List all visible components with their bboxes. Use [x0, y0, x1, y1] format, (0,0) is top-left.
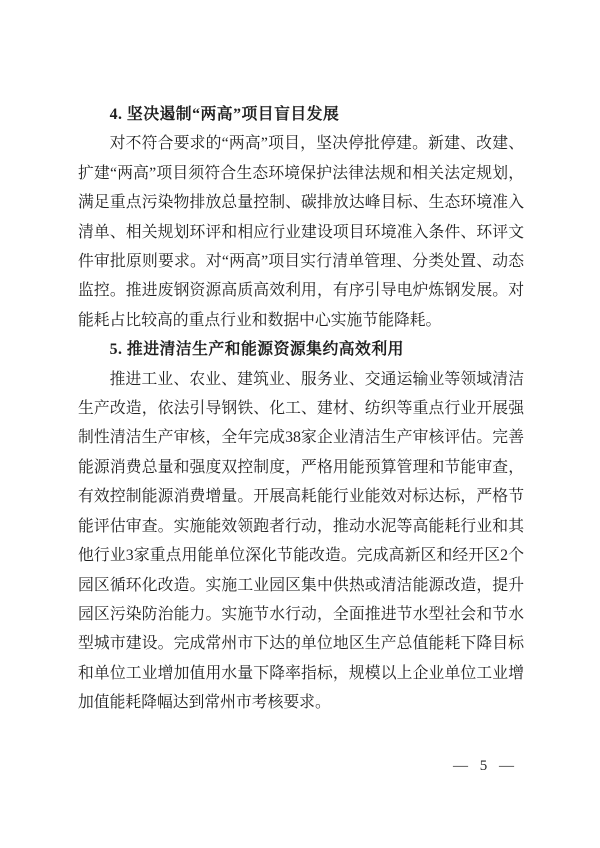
section-5-heading: 5. 推进清洁生产和能源资源集约高效利用 — [109, 341, 404, 359]
section-4-heading: 4. 坚决遏制“两高”项目盲目发展 — [109, 106, 340, 123]
section-4-paragraph: 对不符合要求的“两高”项目，坚决停批停建。新建、改建、扩建“两高”项目须符合生态环境保护法律法规和相关法定规划，满足重点污染物排放总量控制、碳排放达峰目标、生态环境准入清单、相关规划环评和相应行业建设项目环境准入条件、环评文件审批原则要求。对“两高”项目实行清单管理、分类处置、动态监控。推进废钢资源高质高效利用，有序引导电炉炼钢发展。对能耗占比较高的重点行业和数据中心实施节能降耗。 — [78, 135, 524, 329]
section-5-paragraph: 推进工业、农业、建筑业、服务业、交通运输业等领域清洁生产改造，依法引导钢铁、化工、建材、纺织等重点行业开展强制性清洁生产审核，全年完成38家企业清洁生产审核评估。完善能源消费总量和强度双控制度，严格用能预算管理和节能审查，有效控制能源消费增量。开展高耗能行业能效对标达标，严格节能评估审查。实施能效领跑者行动，推动水泥等高能耗行业和其他行业3家重点用能单位深化节能改造。完成高新区和经开区2个园区循环化改造。实施工业园区集中供热或清洁能源改造，提升园区污染防治能力。实施节水行动，全面推进节水型社会和节水型城市建设。完成常州市下达的单位地区生产总值能耗下降目标和单位工业增加值用水量下降率指标，规模以上企业单位工业增加值能耗降幅达到常州市考核要求。 — [78, 370, 524, 712]
page-number: — 5 — — [453, 758, 515, 774]
page-content — [78, 100, 524, 718]
